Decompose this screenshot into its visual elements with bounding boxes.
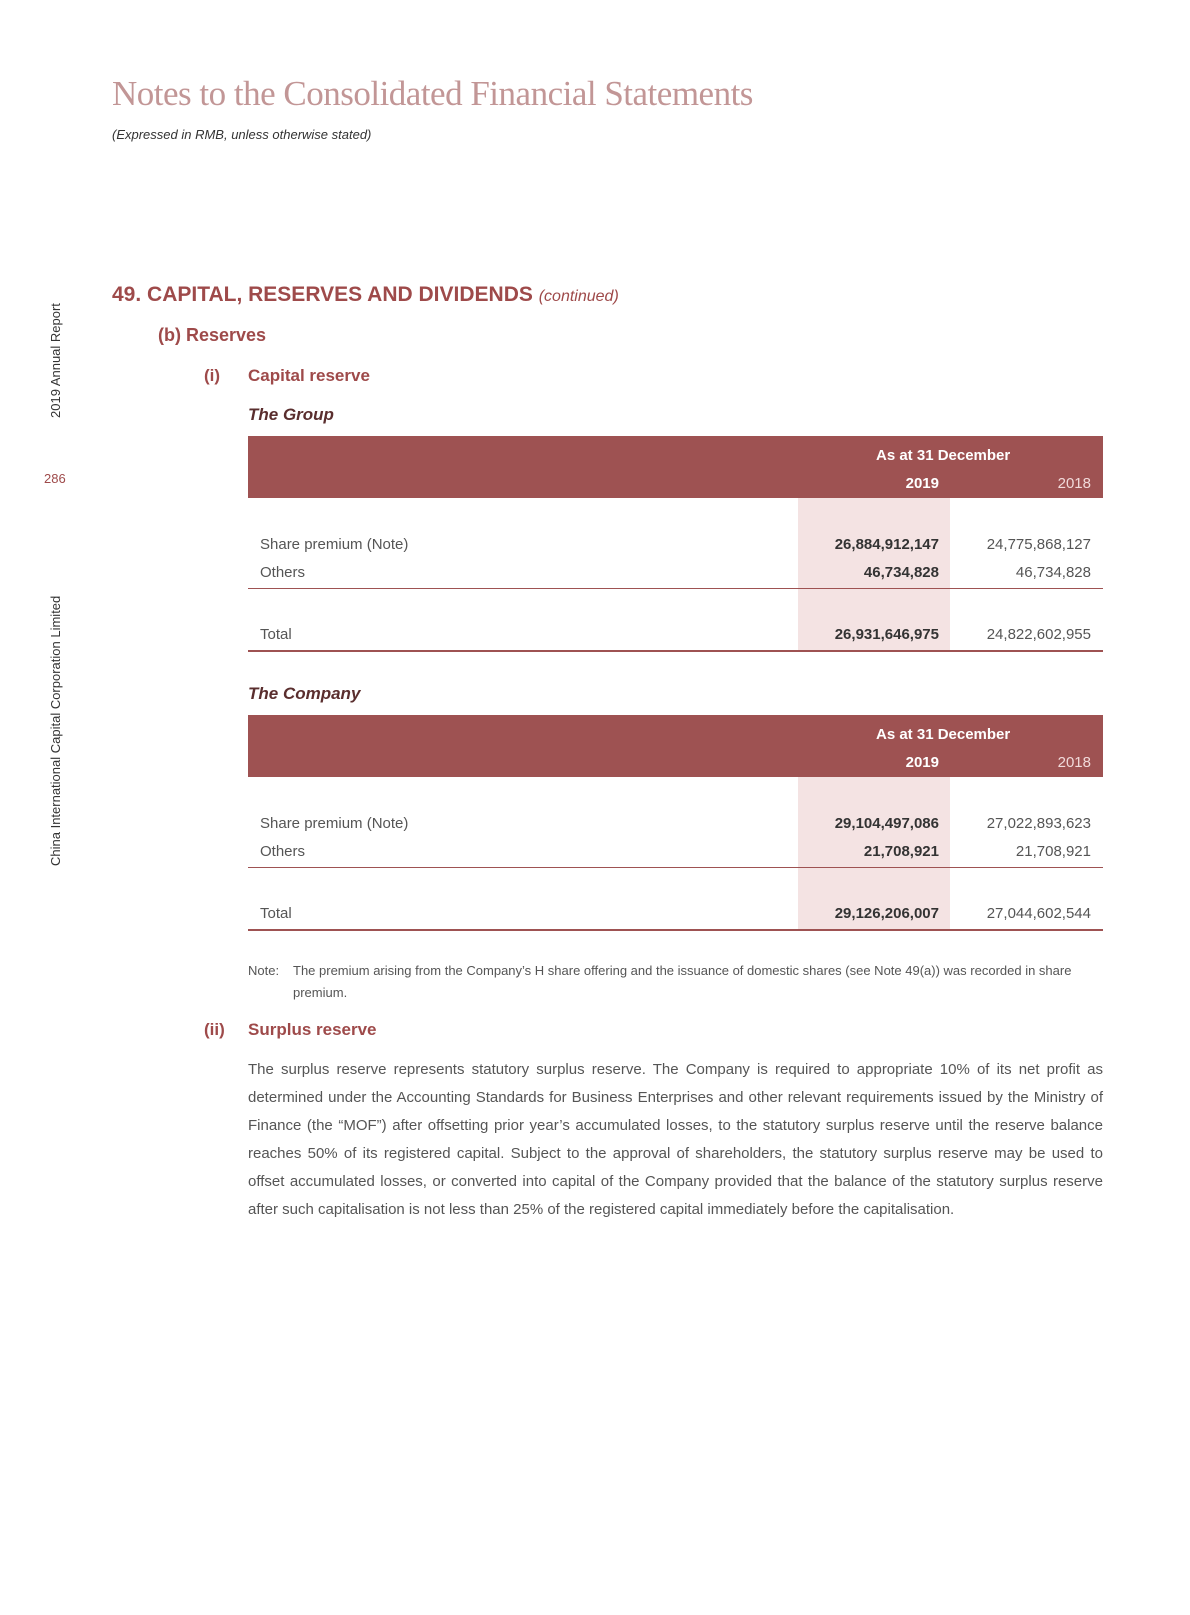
value-2018: 24,822,602,955 <box>986 626 1091 643</box>
value-2018: 27,044,602,544 <box>986 905 1091 922</box>
side-company-label: China International Capital Corporation Limited <box>48 595 63 866</box>
value-2019: 29,126,206,007 <box>834 905 939 922</box>
subsection-ii-number: (ii) <box>204 1020 225 1039</box>
table-row <box>248 843 1103 867</box>
row-label: Others <box>260 564 306 581</box>
header-year-2018: 2018 <box>1057 754 1091 771</box>
company-table-title: The Company <box>248 684 361 703</box>
note-label: Note: <box>248 963 280 978</box>
total-row <box>248 905 1103 929</box>
divider <box>248 588 1103 589</box>
subsection-i-heading: Capital reserve <box>248 366 370 385</box>
row-label: Share premium (Note) <box>260 815 409 832</box>
page-title: Notes to the Consolidated Financial Statements <box>112 74 753 113</box>
divider <box>248 650 1103 652</box>
subsection-b-heading: (b) Reserves <box>158 325 267 345</box>
group-table-title: The Group <box>248 405 334 424</box>
table-note <box>248 960 1103 1004</box>
table-header <box>248 436 1103 498</box>
page-number: 286 <box>44 471 66 486</box>
divider <box>248 929 1103 931</box>
value-2019: 29,104,497,086 <box>834 815 939 832</box>
page-subtitle: (Expressed in RMB, unless otherwise stated) <box>112 127 372 142</box>
header-year-2018: 2018 <box>1057 475 1091 492</box>
row-label: Others <box>260 843 306 860</box>
value-2019: 26,931,646,975 <box>834 626 939 643</box>
header-year-2019: 2019 <box>905 754 939 771</box>
table-header <box>248 715 1103 777</box>
value-2018: 24,775,868,127 <box>986 536 1091 553</box>
subsection-ii-heading: Surplus reserve <box>248 1020 377 1039</box>
value-2018: 46,734,828 <box>1015 564 1091 581</box>
total-row <box>248 626 1103 650</box>
company-table <box>248 715 1103 931</box>
section-title: 49. CAPITAL, RESERVES AND DIVIDENDS <box>112 283 533 306</box>
section-heading <box>112 283 619 307</box>
value-2019: 46,734,828 <box>863 564 939 581</box>
surplus-reserve-paragraph: The surplus reserve represents statutory surplus reserve. The Company is required to appropriate 10% of its net profit as determined under the Accounting Standards for Business Enterprises and other relevant requirements issued by the Ministry of Finance (the “MOF”) after offsetting prior year’s accumulated losses, to the statutory surplus reserve until the reserve balance reaches 50% of its registered capital. Subject to the approval of shareholders, the statutory surplus reserve may be used to offset accumulated losses, or converted into capital of the Company provided that the balance of the statutory surplus reserve after such capitalisation is not less than 25% of the registered capital immediately before the capitalisation. <box>248 1061 1103 1218</box>
subsection-i-number: (i) <box>204 366 221 385</box>
table-row <box>248 536 1103 560</box>
divider <box>248 867 1103 868</box>
header-as-at: As at 31 December <box>876 726 1011 743</box>
group-table <box>248 436 1103 652</box>
header-as-at: As at 31 December <box>876 447 1011 464</box>
continued-label: (continued) <box>538 288 619 305</box>
value-2018: 21,708,921 <box>1015 843 1091 860</box>
value-2019: 26,884,912,147 <box>834 536 939 553</box>
row-label: Total <box>260 626 292 643</box>
header-year-2019: 2019 <box>905 475 939 492</box>
table-row <box>248 815 1103 839</box>
row-label: Total <box>260 905 292 922</box>
row-label: Share premium (Note) <box>260 536 409 553</box>
value-2019: 21,708,921 <box>863 843 939 860</box>
table-row <box>248 564 1103 588</box>
note-text: The premium arising from the Company’s H share offering and the issuance of domestic shares (see Note 49(a)) was recorded in share premium. <box>293 963 1072 1000</box>
side-report-label: 2019 Annual Report <box>48 303 63 418</box>
value-2018: 27,022,893,623 <box>986 815 1091 832</box>
